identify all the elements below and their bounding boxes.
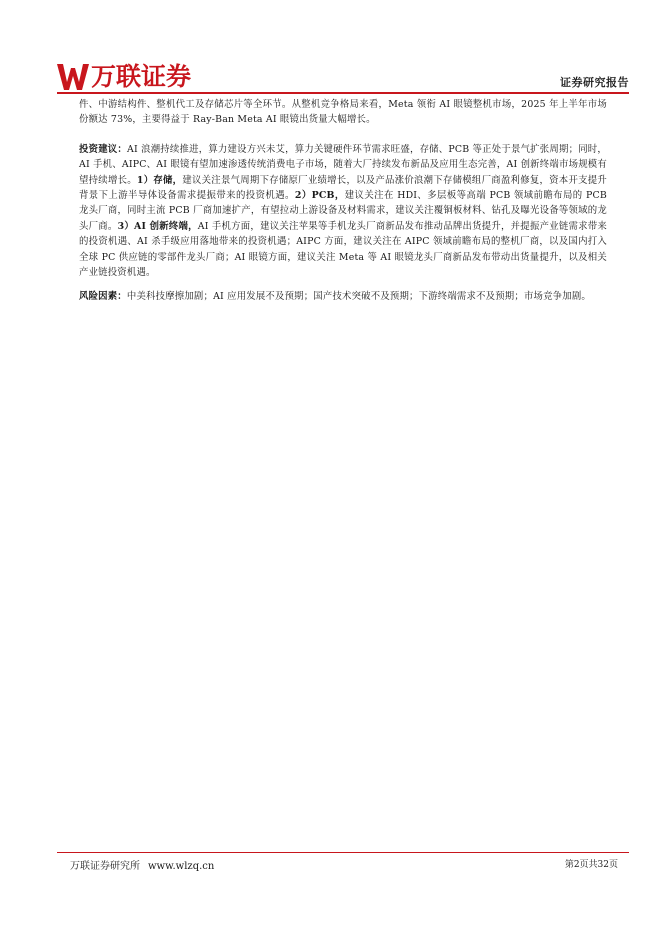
investment-advice-paragraph	[79, 142, 607, 281]
risk-paragraph	[79, 289, 607, 304]
footer-divider	[57, 852, 629, 853]
investment-advice-text: AI 浪潮持续推进，算力建设方兴未艾，算力关键硬件环节需求旺盛，存储、PCB 等正处于景气扩张周期；同时，AI 手机、AIPC、AI 眼镜有望加速渗透传统消费电子市场，随着大厂持续发布新品及应用生态完善，AI 创新终端市场规模有望持续增长。	[79, 143, 607, 186]
ai-terminal-text: AI 手机方面，建议关注苹果等手机龙头厂商新品发布推动品牌出货提升，并提振产业链需求带来的投资机遇、AI 杀手级应用落地带来的投资机遇；AIPC 方面，建议关注在 AIPC 领域前瞻布局的整机厂商，以及国内打入全球 PC 供应链的零部件龙头厂商；AI 眼镜方面，建议关注 Meta 等 AI 眼镜龙头厂商新品发布带动出货量提升，以及相关产业链投资机遇。	[79, 220, 607, 279]
risk-label: 风险因素：	[79, 291, 127, 303]
pcb-text: 建议关注在 HDI、多层板等高端 PCB 领域前瞻布局的 PCB 龙头厂商，同时主流 PCB 厂商加速扩产，有望拉动上游设备及材料需求，建议关注覆铜板材料、钻孔及曝光设备等领域的龙头厂商。	[79, 190, 607, 232]
logo-text: 万联证券	[91, 62, 192, 91]
document-type-label: 证券研究报告	[560, 76, 629, 89]
risk-text: 中美科技摩擦加剧；AI 应用发展不及预期；国产技术突破不及预期；下游终端需求不及预期；市场竞争加剧。	[126, 291, 591, 303]
storage-text: 建议关注景气周期下存储原厂业绩增长，以及产品涨价浪潮下存储模组厂商盈利修复，资本开支提升背景下上游半导体设备需求提振带来的投资机遇。	[79, 174, 607, 202]
ai-terminal-label: 3）AI 创新终端，	[117, 220, 198, 232]
investment-advice-label: 投资建议：	[79, 143, 128, 155]
institute-name: 万联证券研究所	[70, 861, 140, 872]
document-body	[79, 97, 607, 314]
page-header	[57, 58, 629, 94]
page-number: 第2页共32页	[564, 860, 618, 870]
pcb-label: 2）PCB，	[294, 190, 345, 202]
storage-label: 1）存储，	[136, 174, 183, 186]
w-logo-icon	[57, 62, 89, 92]
footer-institute	[70, 857, 214, 872]
company-logo	[57, 58, 191, 92]
website-link[interactable]: www.wlzq.cn	[148, 861, 215, 872]
header-divider	[57, 92, 629, 94]
intro-text: 件、中游结构件、整机代工及存储芯片等全环节。从整机竞争格局来看，Meta 领衔 AI 眼镜整机市场，2025 年上半年市场份额达 73%，主要得益于 Ray-Ban Meta AI 眼镜出货量大幅增长。	[79, 99, 607, 126]
intro-paragraph	[79, 97, 607, 128]
